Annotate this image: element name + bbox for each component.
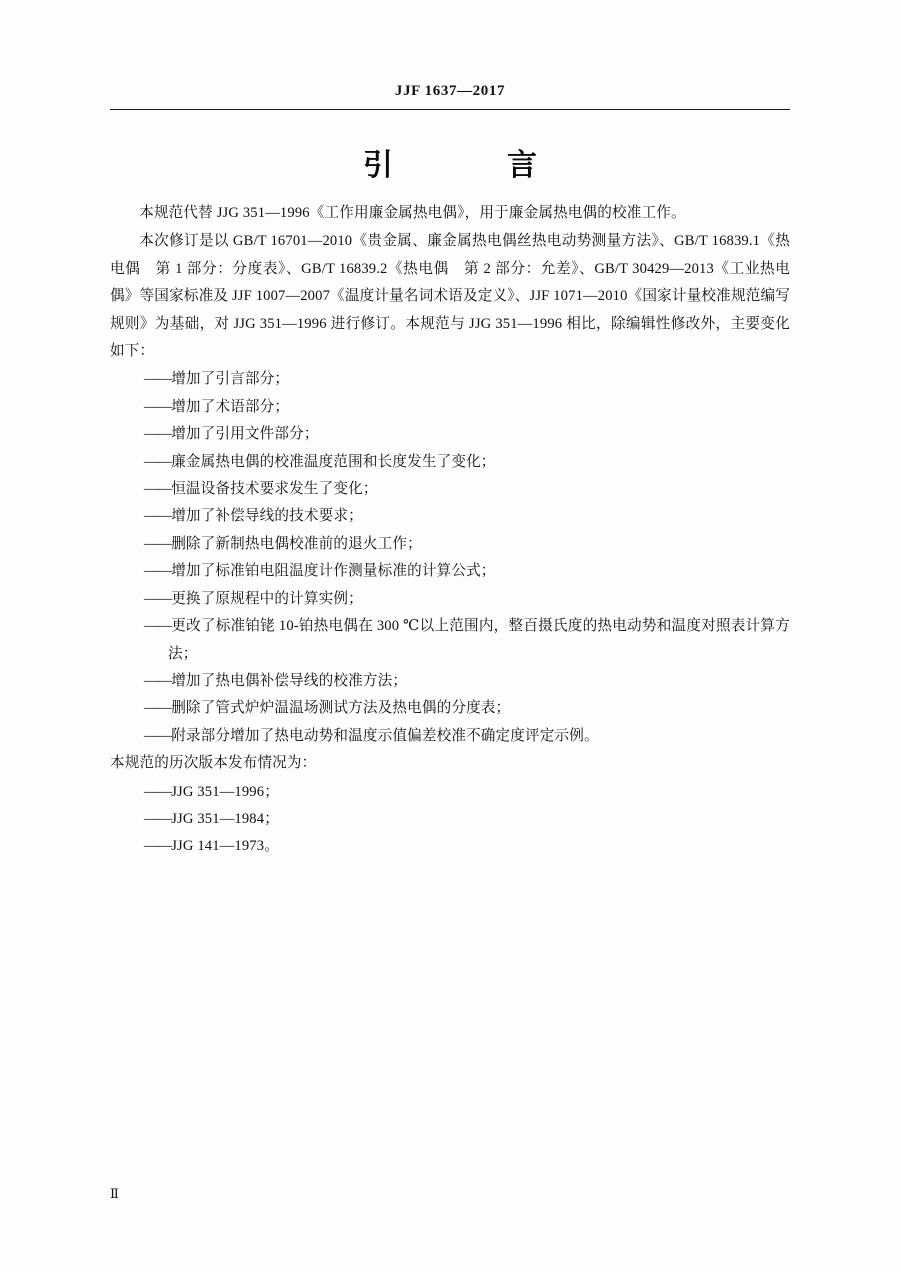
running-head-text: JJF 1637—2017 — [394, 83, 506, 99]
list-item-label: 增加了热电偶补偿导线的校准方法； — [171, 672, 408, 689]
dash-marker: —— — [144, 700, 172, 717]
list-item-label: JJG 141—1973。 — [171, 838, 279, 855]
page-content-area — [110, 0, 790, 1272]
dash-marker: —— — [144, 453, 172, 470]
dash-marker: —— — [144, 727, 172, 744]
list-item-label: 恒温设备技术要求发生了变化； — [171, 481, 378, 498]
page-title: 引 言 — [363, 149, 555, 182]
list-item-label: 增加了补偿导线的技术要求； — [171, 508, 363, 525]
body-content — [110, 200, 790, 861]
dash-marker: —— — [144, 535, 172, 552]
list-item — [110, 558, 790, 585]
list-item — [110, 779, 790, 806]
dash-marker: —— — [144, 838, 172, 855]
list-item — [110, 723, 790, 750]
list-item-label: 附录部分增加了热电动势和温度示值偏差校准不确定度评定示例。 — [171, 727, 599, 744]
list-item-label: 更换了原规程中的计算实例； — [171, 590, 363, 607]
dash-marker: —— — [144, 563, 172, 580]
dash-marker: —— — [144, 672, 172, 689]
list-item-label: JJG 351—1996； — [171, 783, 279, 800]
list-item — [110, 833, 790, 860]
list-item — [110, 394, 790, 421]
list-item — [110, 586, 790, 613]
history-versions-list — [110, 779, 790, 861]
header-divider — [110, 109, 790, 110]
list-item — [110, 421, 790, 448]
list-item-label: 廉金属热电偶的校准温度范围和长度发生了变化； — [171, 453, 496, 470]
changes-list — [110, 366, 790, 750]
list-item — [110, 695, 790, 722]
dash-marker: —— — [144, 481, 172, 498]
list-item-label: 增加了引言部分； — [171, 371, 290, 388]
dash-marker: —— — [144, 590, 172, 607]
running-head — [110, 82, 790, 104]
list-item-label: 增加了引用文件部分； — [171, 426, 319, 443]
dash-marker: —— — [144, 508, 172, 525]
list-item — [110, 476, 790, 503]
list-item — [110, 449, 790, 476]
dash-marker: —— — [144, 810, 172, 827]
dash-marker: —— — [144, 783, 172, 800]
list-item — [110, 806, 790, 833]
list-item-label: 增加了术语部分； — [171, 398, 290, 415]
list-item — [110, 366, 790, 393]
list-item-label: 更改了标准铂铑 10-铂热电偶在 300 ℃以上范围内，整百摄氏度的热电动势和温度对照表计算方法； — [168, 618, 790, 662]
dash-marker: —— — [144, 371, 172, 388]
list-item — [110, 613, 790, 668]
dash-marker: —— — [144, 618, 172, 635]
paragraph: 本次修订是以 GB/T 16701—2010《贵金属、廉金属热电偶丝热电动势测量方法》、GB/T 16839.1《热电偶 第 1 部分：分度表》、GB/T 16839.2《热电偶 第 2 部分：允差》、GB/T 30429—2013《工业热电偶》等国家标准及 JJF 1007—2007《温度计量名词术语及定义》、JJF 1071—2010《国家计量校准规范编写规则》为基础，对 JJG 351—1996 进行修订。本规范与 JJG 351—1996 相比，除编辑性修改外，主要变化如下： — [110, 233, 790, 360]
list-item — [110, 503, 790, 530]
list-item — [110, 668, 790, 695]
list-item-label: JJG 351—1984； — [171, 810, 279, 827]
list-item — [110, 531, 790, 558]
dash-marker: —— — [144, 398, 172, 415]
list-item-label: 删除了新制热电偶校准前的退火工作； — [171, 535, 422, 552]
dash-marker: —— — [144, 426, 172, 443]
list-item-label: 增加了标准铂电阻温度计作测量标准的计算公式； — [171, 563, 496, 580]
list-item-label: 删除了管式炉炉温温场测试方法及热电偶的分度表； — [171, 700, 511, 717]
page-number: Ⅱ — [110, 1186, 120, 1201]
history-intro: 本规范的历次版本发布情况为： — [110, 755, 317, 772]
paragraph: 本规范代替 JJG 351—1996《工作用廉金属热电偶》，用于廉金属热电偶的校准工作。 — [139, 205, 686, 221]
